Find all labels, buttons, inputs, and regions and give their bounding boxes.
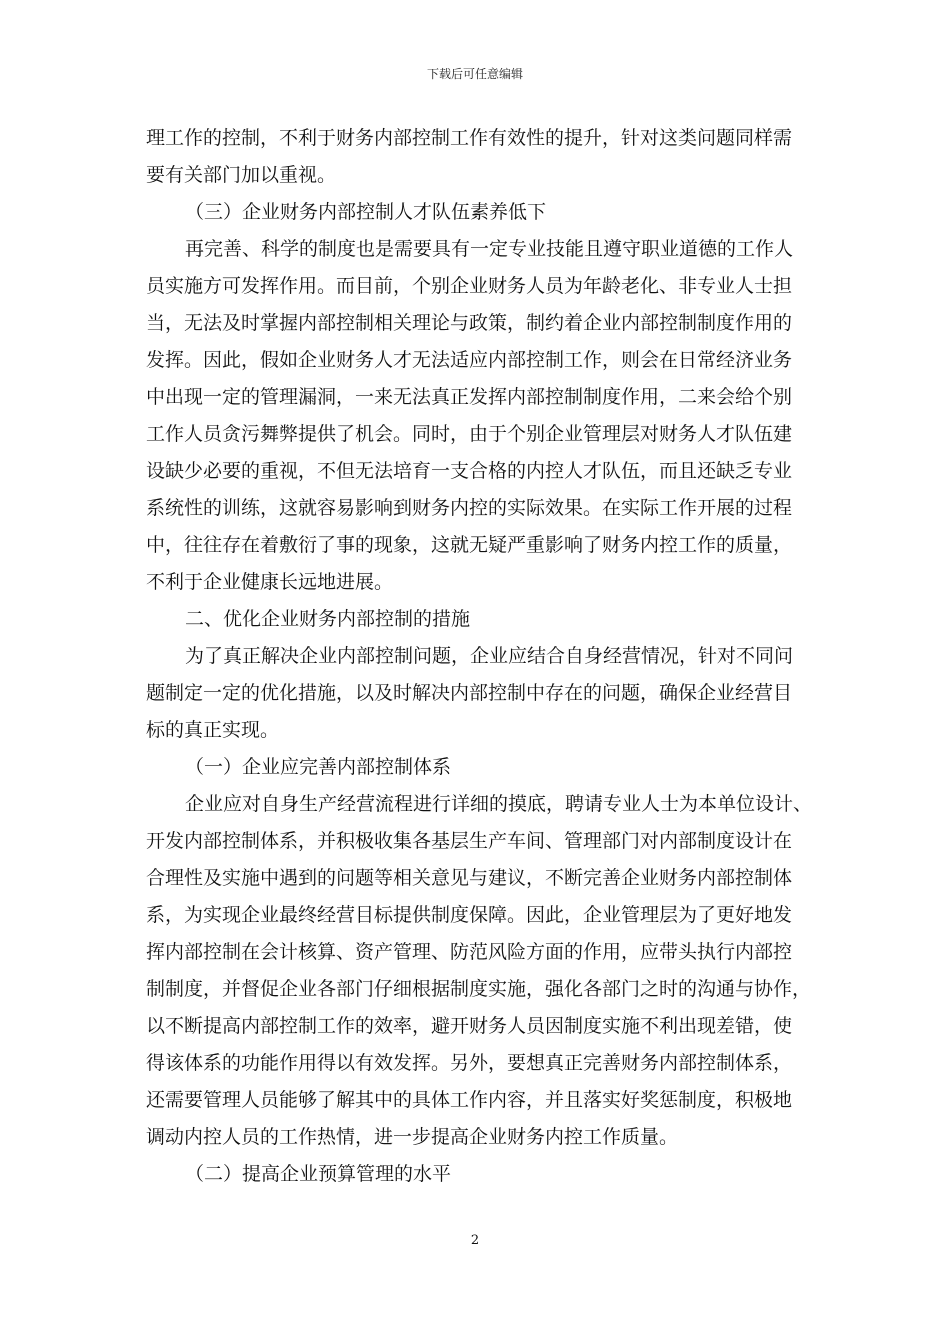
text-line: 设缺少必要的重视，不但无法培育一支合格的内控人才队伍，而且还缺乏专业 [146, 460, 793, 482]
text-line: 系统性的训练，这就容易影响到财务内控的实际效果。在实际工作开展的过程 [146, 497, 793, 519]
text-line: 开发内部控制体系，并积极收集各基层生产车间、管理部门对内部制度设计在 [146, 830, 793, 852]
text-line: 调动内控人员的工作热情，进一步提高企业财务内控工作质量。 [146, 1126, 679, 1148]
text-line: 要有关部门加以重视。 [146, 164, 337, 186]
text-line: 制制度，并督促企业各部门仔细根据制度实施，强化各部门之时的沟通与协作， [146, 978, 812, 1000]
page-header: 下载后可任意编辑 [426, 67, 523, 81]
text-line: 标的真正实现。 [146, 719, 280, 741]
text-line: 合理性及实施中遇到的问题等相关意见与建议，不断完善企业财务内部控制体 [146, 867, 793, 889]
text-line: 再完善、科学的制度也是需要具有一定专业技能且遵守职业道德的工作人 [185, 238, 794, 260]
text-line: 为了真正解决企业内部控制问题，企业应结合自身经营情况，针对不同问 [185, 645, 794, 667]
text-line: 工作人员贪污舞弊提供了机会。同时，由于个别企业管理层对财务人才队伍建 [146, 423, 793, 445]
text-line: 员实施方可发挥作用。而目前，个别企业财务人员为年龄老化、非专业人士担 [146, 275, 793, 297]
section-heading: （三）企业财务内部控制人才队伍素养低下 [185, 201, 547, 223]
text-line: 发挥。因此，假如企业财务人才无法适应内部控制工作，则会在日常经济业务 [146, 349, 793, 371]
text-line: 不利于企业健康长远地进展。 [146, 571, 394, 593]
page-number: 2 [470, 1233, 480, 1248]
text-line: 题制定一定的优化措施，以及时解决内部控制中存在的问题，确保企业经营目 [146, 682, 793, 704]
section-heading: （一）企业应完善内部控制体系 [185, 756, 452, 778]
text-line: 系，为实现企业最终经营目标提供制度保障。因此，企业管理层为了更好地发 [146, 904, 793, 926]
text-line: 还需要管理人员能够了解其中的具体工作内容，并且落实好奖惩制度，积极地 [146, 1089, 793, 1111]
text-line: 理工作的控制，不利于财务内部控制工作有效性的提升，针对这类问题同样需 [146, 127, 793, 149]
text-line: 挥内部控制在会计核算、资产管理、防范风险方面的作用，应带头执行内部控 [146, 941, 793, 963]
text-line: 中出现一定的管理漏洞，一来无法真正发挥内部控制制度作用，二来会给个别 [146, 386, 793, 408]
text-line: 中，往往存在着敷衍了事的现象，这就无疑严重影响了财务内控工作的质量， [146, 534, 793, 556]
text-line: 企业应对自身生产经营流程进行详细的摸底，聘请专业人士为本单位设计、 [185, 793, 813, 815]
section-heading: （二）提高企业预算管理的水平 [185, 1163, 452, 1185]
text-line: 得该体系的功能作用得以有效发挥。另外，要想真正完善财务内部控制体系， [146, 1052, 793, 1074]
text-line: 以不断提高内部控制工作的效率，避开财务人员因制度实施不利出现差错，使 [146, 1015, 793, 1037]
text-line: 当，无法及时掌握内部控制相关理论与政策，制约着企业内部控制制度作用的 [146, 312, 793, 334]
section-heading: 二、优化企业财务内部控制的措施 [185, 608, 471, 630]
